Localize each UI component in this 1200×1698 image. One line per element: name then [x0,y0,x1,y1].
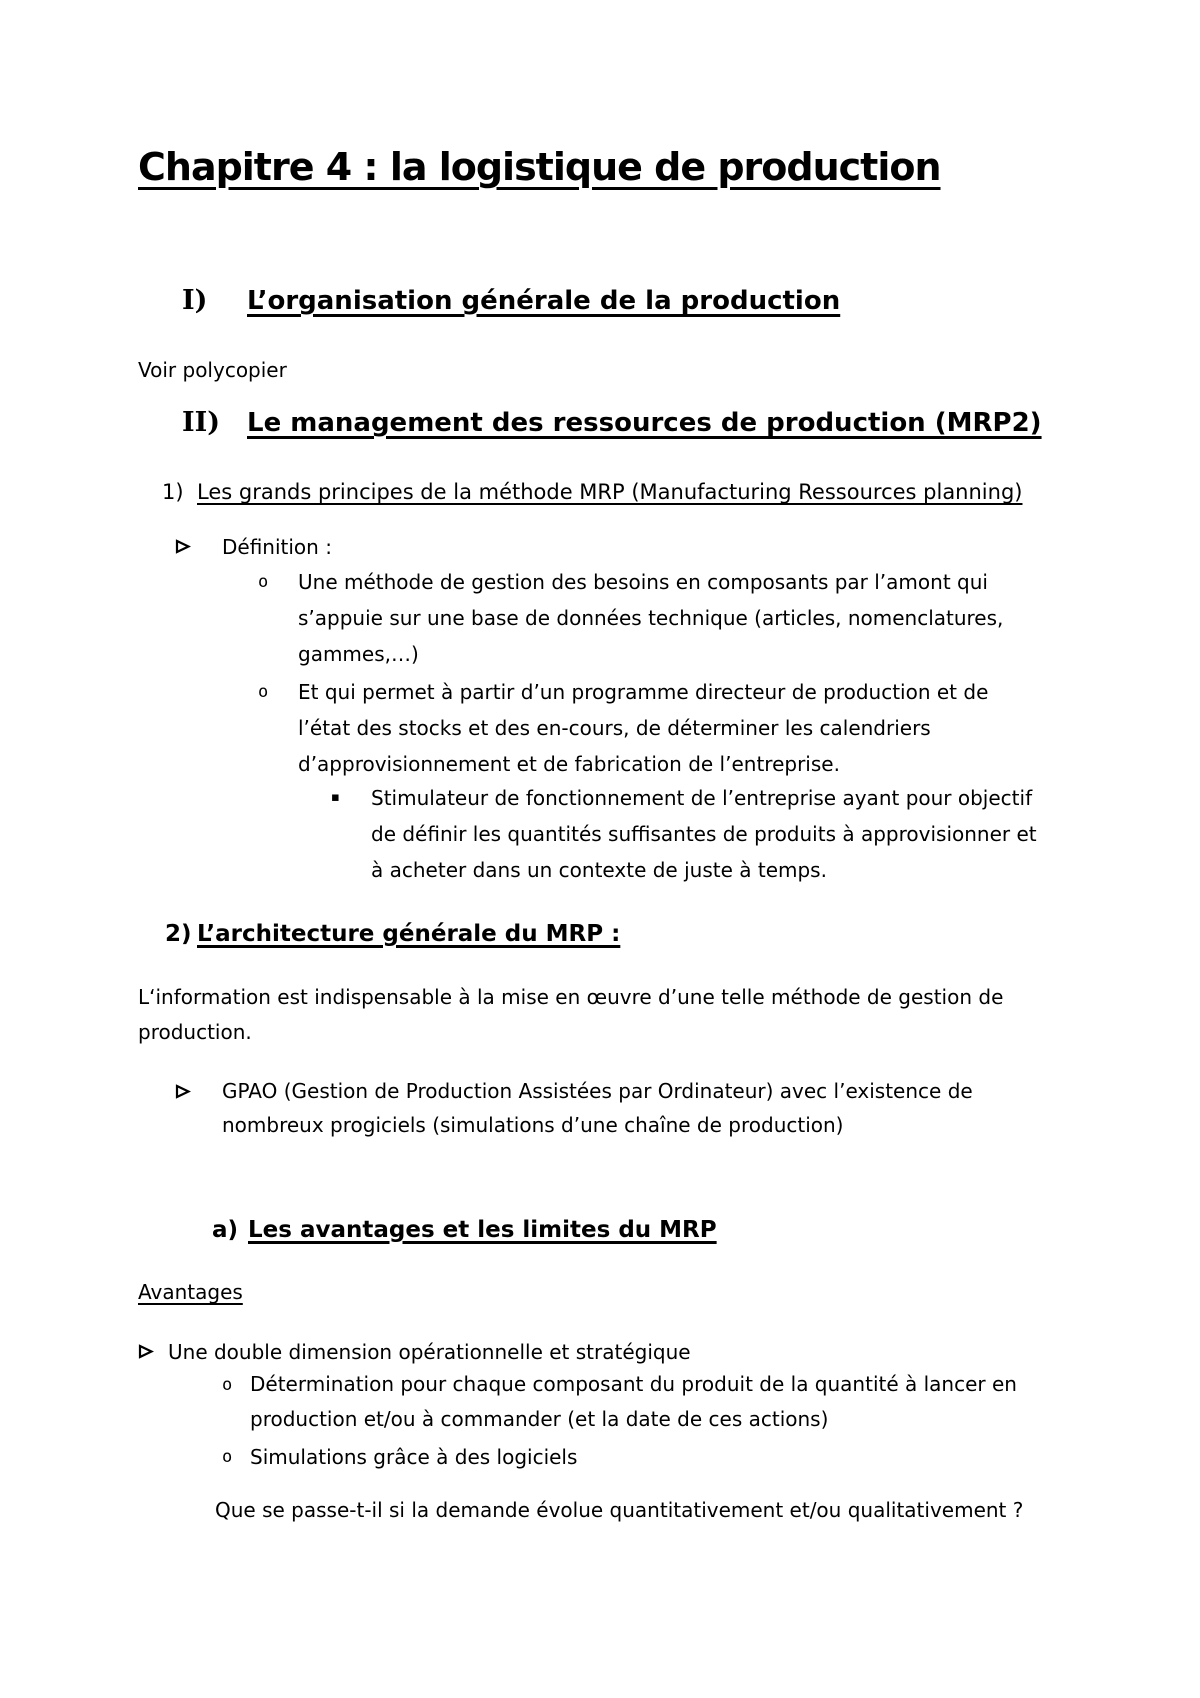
definition-item-methode [258,564,1003,672]
text-line: d’approvisionnement et de fabrication de l’entreprise. [298,752,840,776]
square-bullet-icon: ▪ [331,790,340,805]
text-line: L‘information est indispensable à la mise en œuvre d’une telle méthode de gestion de [138,985,1004,1009]
avantage-item-simulations-text: Simulations grâce à des logiciels [250,1445,578,1469]
subsection-2-heading [165,918,620,950]
subsection-a-heading [212,1214,717,1246]
avantage-item-determination [222,1367,1017,1437]
paragraph-information [138,980,1003,1050]
definition-item-methode-text [298,564,1003,672]
question-text: Que se passe-t-il si la demande évolue quantitativement et/ou qualitativement ? [215,1498,1024,1522]
subsection-a-letter: a) [212,1217,239,1243]
subsection-1-heading [162,476,1022,508]
text-line: de définir les quantités suffisantes de produits à approvisionner et [371,822,1037,846]
definition-subitem-stimulateur-text [371,780,1037,888]
text-line: s’appuie sur une base de données technique (articles, nomenclatures, [298,606,1004,630]
gpao-bullet-text [222,1074,973,1142]
text-line: Et qui permet à partir d’un programme directeur de production et de [298,680,989,704]
text-line: production. [138,1020,252,1044]
subsection-2-title: L’architecture générale du MRP : [197,921,621,947]
avantage-bullet [138,1334,691,1370]
text-line: nombreux progiciels (simulations d’une chaîne de production) [222,1113,844,1137]
arrow-bullet-icon [175,1074,222,1099]
paragraph-voir-polycopier: Voir polycopier [138,358,287,382]
section-2-title: Le management des ressources de production (MRP2) [247,408,1042,438]
text-line: à acheter dans un contexte de juste à temps. [371,858,827,882]
section-1-number: I) [182,285,208,316]
section-heading-1 [182,284,840,318]
avantage-item-simulations [222,1439,577,1475]
avantage-item-determination-text [250,1367,1017,1437]
text-line: Une méthode de gestion des besoins en composants par l’amont qui [298,570,988,594]
section-2-number: II) [182,407,221,438]
text-line: production et/ou à commander (et la date de ces actions) [250,1407,829,1431]
section-1-title: L’organisation générale de la production [247,286,841,316]
subsection-1-number: 1) [162,480,184,504]
arrow-bullet-icon [138,1334,168,1359]
circle-bullet-icon: o [258,682,269,702]
circle-bullet-icon: o [258,572,269,592]
text-line: GPAO (Gestion de Production Assistées par Ordinateur) avec l’existence de [222,1079,973,1103]
section-heading-2 [182,406,1042,440]
gpao-bullet [175,1074,973,1142]
text-line: Détermination pour chaque composant du produit de la quantité à lancer en [250,1372,1017,1396]
avantage-bullet-text: Une double dimension opérationnelle et stratégique [168,1340,691,1364]
text-line: l’état des stocks et des en-cours, de déterminer les calendriers [298,716,931,740]
subsection-a-title: Les avantages et les limites du MRP [248,1217,717,1243]
definition-label: Définition : [222,535,332,559]
text-line: gammes,…) [298,642,419,666]
subsection-1-title: Les grands principes de la méthode MRP (Manufacturing Ressources planning) [197,480,1023,504]
text-line: Stimulateur de fonctionnement de l’entreprise ayant pour objectif [371,786,1033,810]
definition-bullet [175,529,332,565]
definition-item-programme [258,674,988,782]
definition-subitem-stimulateur [331,780,1037,888]
subsection-2-number: 2) [165,921,192,947]
circle-bullet-icon: o [222,1375,233,1395]
chapter-title: Chapitre 4 : la logistique de production [138,145,941,189]
avantages-label: Avantages [138,1280,243,1304]
definition-item-programme-text [298,674,988,782]
circle-bullet-icon: o [222,1447,233,1467]
arrow-bullet-icon [175,529,222,554]
